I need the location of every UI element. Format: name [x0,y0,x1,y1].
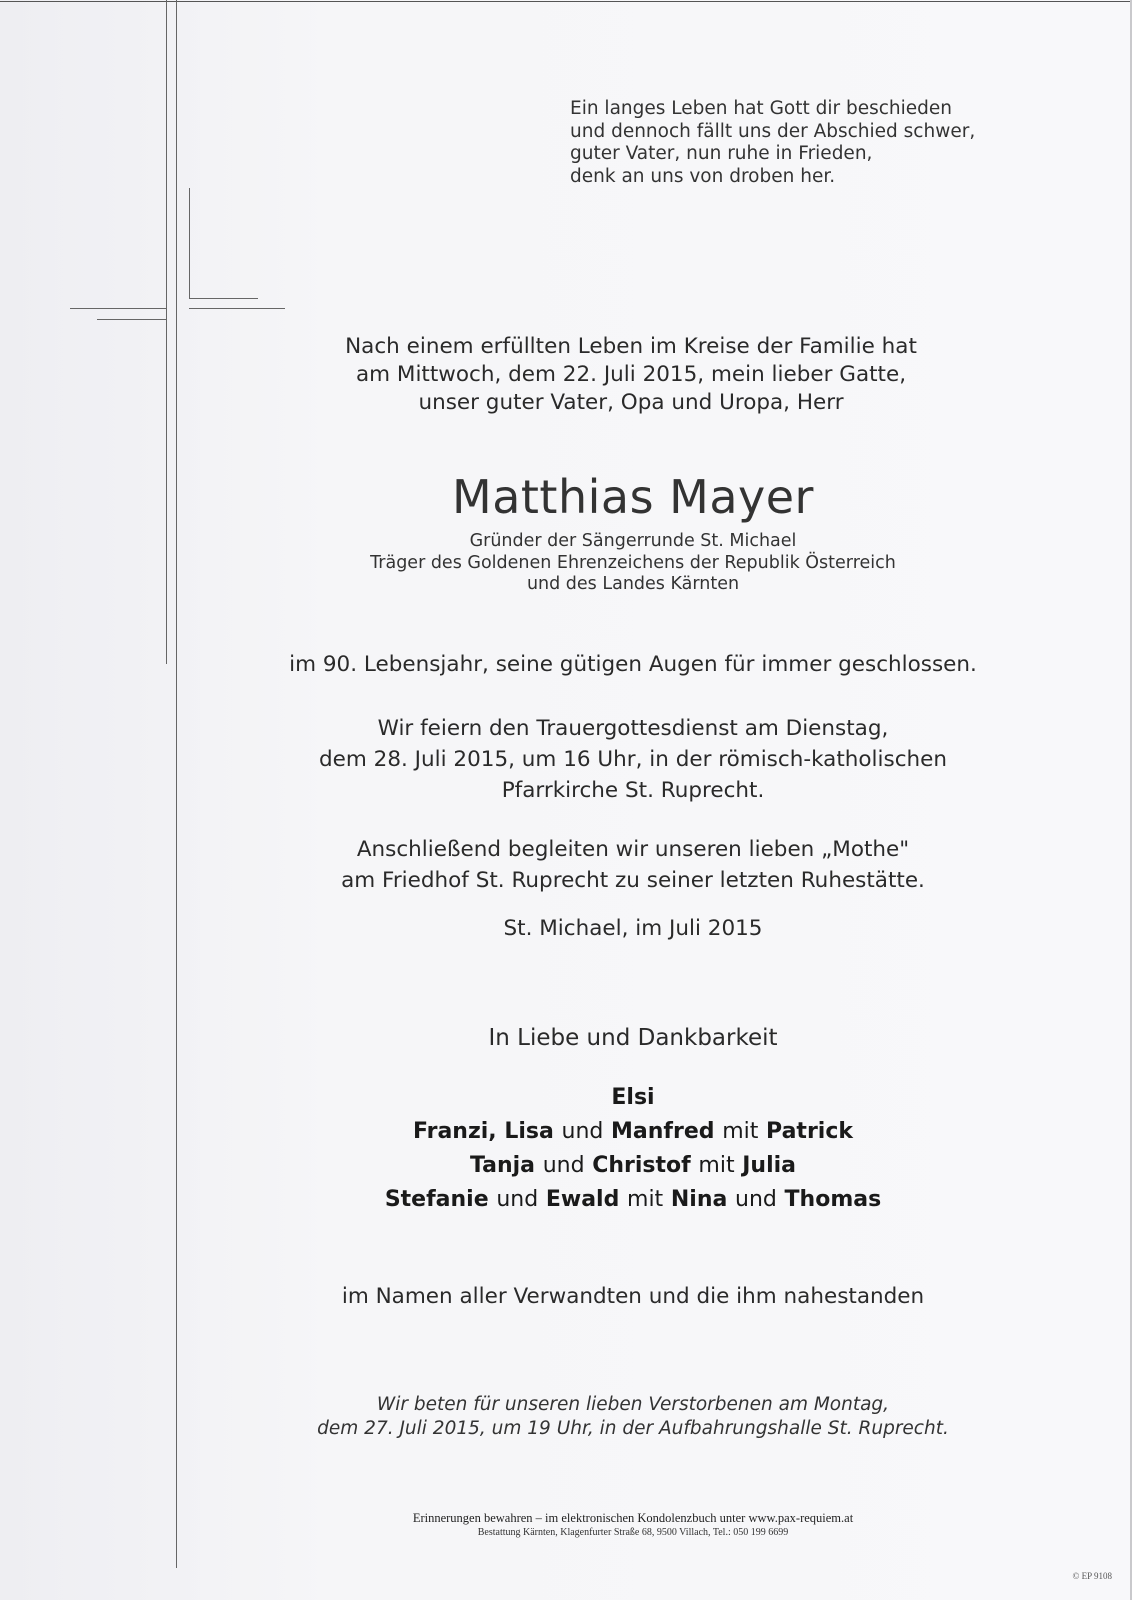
family-connector: und [561,1119,604,1144]
title-line: Träger des Goldenen Ehrenzeichens der Republik Österreich [370,552,896,573]
family-name: Stefanie [384,1187,489,1212]
family-connector: mit [698,1153,735,1178]
family-name: Manfred [611,1119,715,1144]
family-line [67,1149,1132,1183]
family-name: Franzi, Lisa [412,1119,554,1144]
family-name: Thomas [784,1187,882,1212]
family-line [67,1115,1132,1149]
service-line: Pfarrkirche St. Ruprecht. [501,778,765,803]
service-line: dem 28. Juli 2015, um 16 Uhr, in der römisch-katholischen [318,747,947,772]
family-name: Patrick [766,1119,854,1144]
footer-condolence: Erinnerungen bewahren – im elektronischen Kondolenzbuch unter www.pax-requiem.at [412,1511,854,1525]
family-name: Julia [742,1153,797,1178]
place-date-text: St. Michael, im Juli 2015 [503,916,763,941]
closing-text: In Liebe und Dankbarkeit [488,1025,778,1051]
prayer-line: Wir beten für unseren lieben Verstorbenen am Montag, [376,1394,890,1415]
family-list [67,1081,1132,1217]
family-line [67,1183,1132,1217]
family-line [67,1081,1132,1115]
deceased-titles [67,531,1132,596]
relatives-line [67,1283,1132,1311]
cross-bar-right-top [189,298,258,299]
footer [67,1511,1132,1539]
deceased-name-text: Matthias Mayer [452,470,814,524]
family-name: Elsi [611,1085,655,1110]
announcement-line: Nach einem erfüllten Leben im Kreise der Familie hat [345,334,917,359]
age-line [67,651,1132,679]
announcement-line: unser guter Vater, Opa und Uropa, Herr [418,390,844,415]
title-line: und des Landes Kärnten [526,574,740,594]
family-connector: mit [722,1119,759,1144]
burial-line: Anschließend begleiten wir unseren lieben „Mothe" [356,837,910,862]
relatives-text: im Namen aller Verwandten und die ihm nahestanden [341,1284,925,1309]
cross-bar-right-bottom [189,308,285,309]
motto-line: und dennoch fällt uns der Abschied schwer, [570,120,976,142]
prayer-line: dem 27. Juli 2015, um 19 Uhr, in der Aufbahrungshalle St. Ruprecht. [317,1417,949,1439]
copyright-mark: © EP 9108 [1072,1571,1112,1581]
family-name: Tanja [469,1153,536,1178]
burial-info [67,834,1132,896]
service-info [67,713,1132,806]
family-connector: und [542,1153,585,1178]
prayer-info [67,1393,1132,1440]
title-line: Gründer der Sängerrunde St. Michael [469,531,797,551]
cross-vertical-short [189,188,190,298]
family-name: Nina [670,1187,728,1212]
announcement [65,333,1132,417]
motto-line: Ein langes Leben hat Gott dir beschieden [570,98,953,119]
burial-line: am Friedhof St. Ruprecht zu seiner letzten Ruhestätte. [341,868,925,893]
family-name: Christof [592,1153,691,1178]
cross-bar-left-bottom [97,319,166,320]
family-connector: mit [627,1187,664,1212]
closing-phrase [67,1024,1132,1052]
deceased-name [67,470,1132,524]
place-date [67,915,1132,943]
age-line-text: im 90. Lebensjahr, seine gütigen Augen für immer geschlossen. [289,652,977,677]
motto-line: denk an uns von droben her. [570,165,836,187]
family-name: Ewald [545,1187,620,1212]
cross-bar-left-top [70,308,166,309]
service-line: Wir feiern den Trauergottesdienst am Dienstag, [377,716,889,741]
family-connector: und [496,1187,539,1212]
motto-verse [570,98,975,188]
family-connector: und [735,1187,777,1212]
motto-line: guter Vater, nun ruhe in Frieden, [570,143,873,164]
footer-undertaker: Bestattung Kärnten, Klagenfurter Straße 68, 9500 Villach, Tel.: 050 199 6699 [477,1527,789,1538]
announcement-line: am Mittwoch, dem 22. Juli 2015, mein lieber Gatte, [355,362,907,387]
top-border [0,1,1132,2]
